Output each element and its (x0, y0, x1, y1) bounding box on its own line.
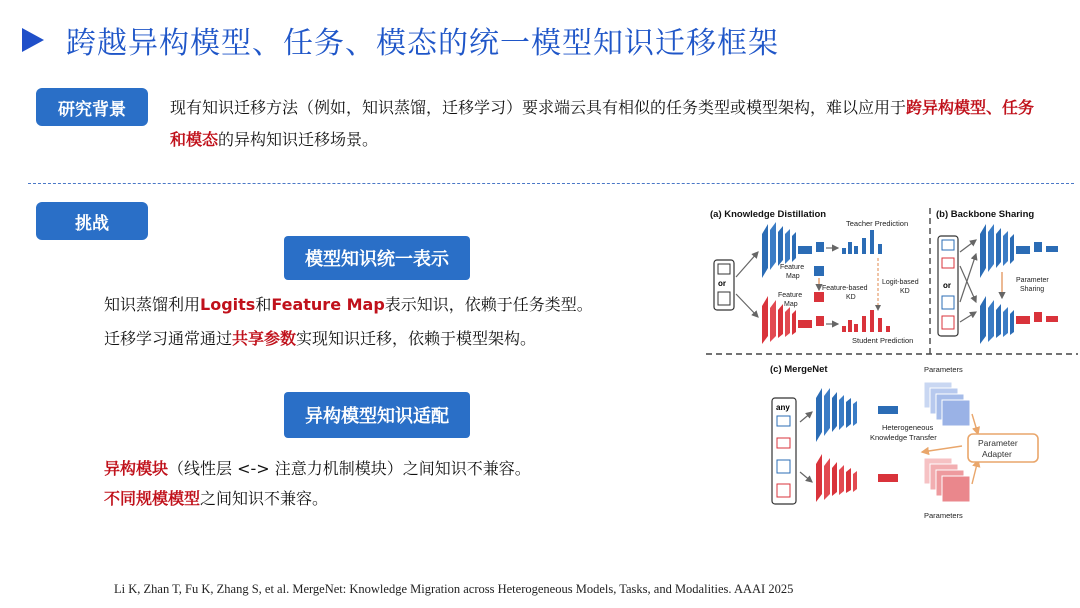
parameters-label-bottom: Parameters (924, 511, 963, 520)
parameter-sharing-label: Sharing (1020, 286, 1045, 293)
text-part: 和 (255, 295, 272, 314)
mergenet-model-b (816, 454, 898, 502)
feature-based-kd-label: Feature-based (822, 285, 868, 292)
any-label: any (776, 403, 790, 412)
heterogeneous-adaptation-title: 异构模型知识适配 (284, 392, 470, 438)
input-icons-a (714, 260, 734, 310)
shared-backbone-top (980, 224, 1058, 278)
highlight-model-scales: 不同规模模型 (104, 489, 201, 508)
image-icon (718, 264, 730, 274)
image-icon (777, 416, 790, 426)
parameter-sharing-label: Parameter (1016, 277, 1049, 284)
panel-a-title: (a) Knowledge Distillation (710, 209, 827, 220)
logit-based-kd-label: Logit-based (882, 279, 919, 286)
text-part: 之间知识不兼容。 (200, 489, 329, 508)
section-divider (28, 183, 1074, 184)
citation: Li K, Zhan T, Fu K, Zhang S, et al. MergeNet: Knowledge Migration across Heterogeneous Models, Tasks, and Modalities. AAAI 2025 (114, 582, 794, 596)
or-label: or (943, 281, 951, 290)
challenge-line-transfer (104, 326, 536, 349)
text-part: 迁移学习通常通过 (104, 329, 233, 348)
panel-b-title: (b) Backbone Sharing (936, 209, 1035, 220)
highlight-hetero-modules: 异构模块 (104, 459, 169, 478)
feature-map-label: Map (786, 273, 800, 280)
mergenet-figure (706, 202, 1078, 528)
highlight-feature-map: Feature Map (271, 295, 385, 314)
feature-based-kd-label: KD (846, 294, 856, 301)
input-icons-b (938, 236, 958, 336)
background-text (170, 92, 1050, 156)
background-text-before: 现有知识迁移方法（例如，知识蒸馏，迁移学习）要求端云具有相似的任务类型或模型架构，难以应用于 (170, 98, 907, 117)
text-part: 实现知识迁移，依赖于模型架构。 (296, 329, 537, 348)
shared-backbone-bottom (980, 296, 1058, 344)
parameter-grid-top (924, 382, 970, 426)
or-label: or (718, 279, 726, 288)
highlight-shared-params: 共享参数 (232, 329, 297, 348)
title-bar (22, 18, 779, 62)
panel-c-title: (c) MergeNet (770, 364, 828, 375)
parameter-grid-bottom (924, 458, 970, 502)
image-icon (942, 240, 954, 250)
teacher-prediction-bars (842, 230, 882, 254)
page-title: 跨越异构模型、任务、模态的统一模型知识迁移框架 (66, 26, 779, 61)
play-arrow-icon (22, 28, 44, 52)
text-part: 表示知识，依赖于任务类型。 (384, 295, 593, 314)
image-icon (777, 438, 790, 448)
document-icon (777, 484, 790, 497)
image-icon (942, 258, 954, 268)
text-part: 知识蒸馏利用 (104, 295, 201, 314)
parameters-label-top: Parameters (924, 365, 963, 374)
background-highlight: 跨异构模型、任务和模态 (170, 98, 1035, 149)
teacher-prediction-label: Teacher Prediction (846, 219, 909, 228)
heterogeneous-transfer-label: Heterogeneous (882, 423, 934, 432)
heterogeneous-transfer-label: Knowledge Transfer (870, 433, 937, 442)
background-text-after: 的异构知识迁移场景。 (218, 130, 379, 149)
document-icon (777, 460, 790, 473)
challenge-line-modules (104, 456, 531, 479)
feature-map-label: Feature (778, 292, 803, 299)
text-part: （线性层 <-> 注意力机制模块）之间知识不兼容。 (168, 459, 531, 478)
document-icon (942, 296, 954, 309)
logit-based-kd-label: KD (900, 288, 910, 295)
feature-map-label: Feature (780, 264, 805, 271)
highlight-logits: Logits (200, 295, 256, 314)
document-icon (718, 292, 730, 305)
student-prediction-label: Student Prediction (852, 336, 914, 345)
input-icons-c (772, 398, 796, 504)
challenge-line-scales (104, 486, 328, 509)
background-label: 研究背景 (36, 88, 148, 126)
challenge-line-kd (104, 292, 593, 315)
document-icon (942, 316, 954, 329)
student-prediction-bars (842, 310, 890, 332)
unified-representation-title: 模型知识统一表示 (284, 236, 470, 280)
challenge-label: 挑战 (36, 202, 148, 240)
feature-map-label: Map (784, 301, 798, 308)
parameter-adapter-label: Parameter (978, 438, 1018, 448)
parameter-adapter-label: Adapter (982, 449, 1012, 459)
